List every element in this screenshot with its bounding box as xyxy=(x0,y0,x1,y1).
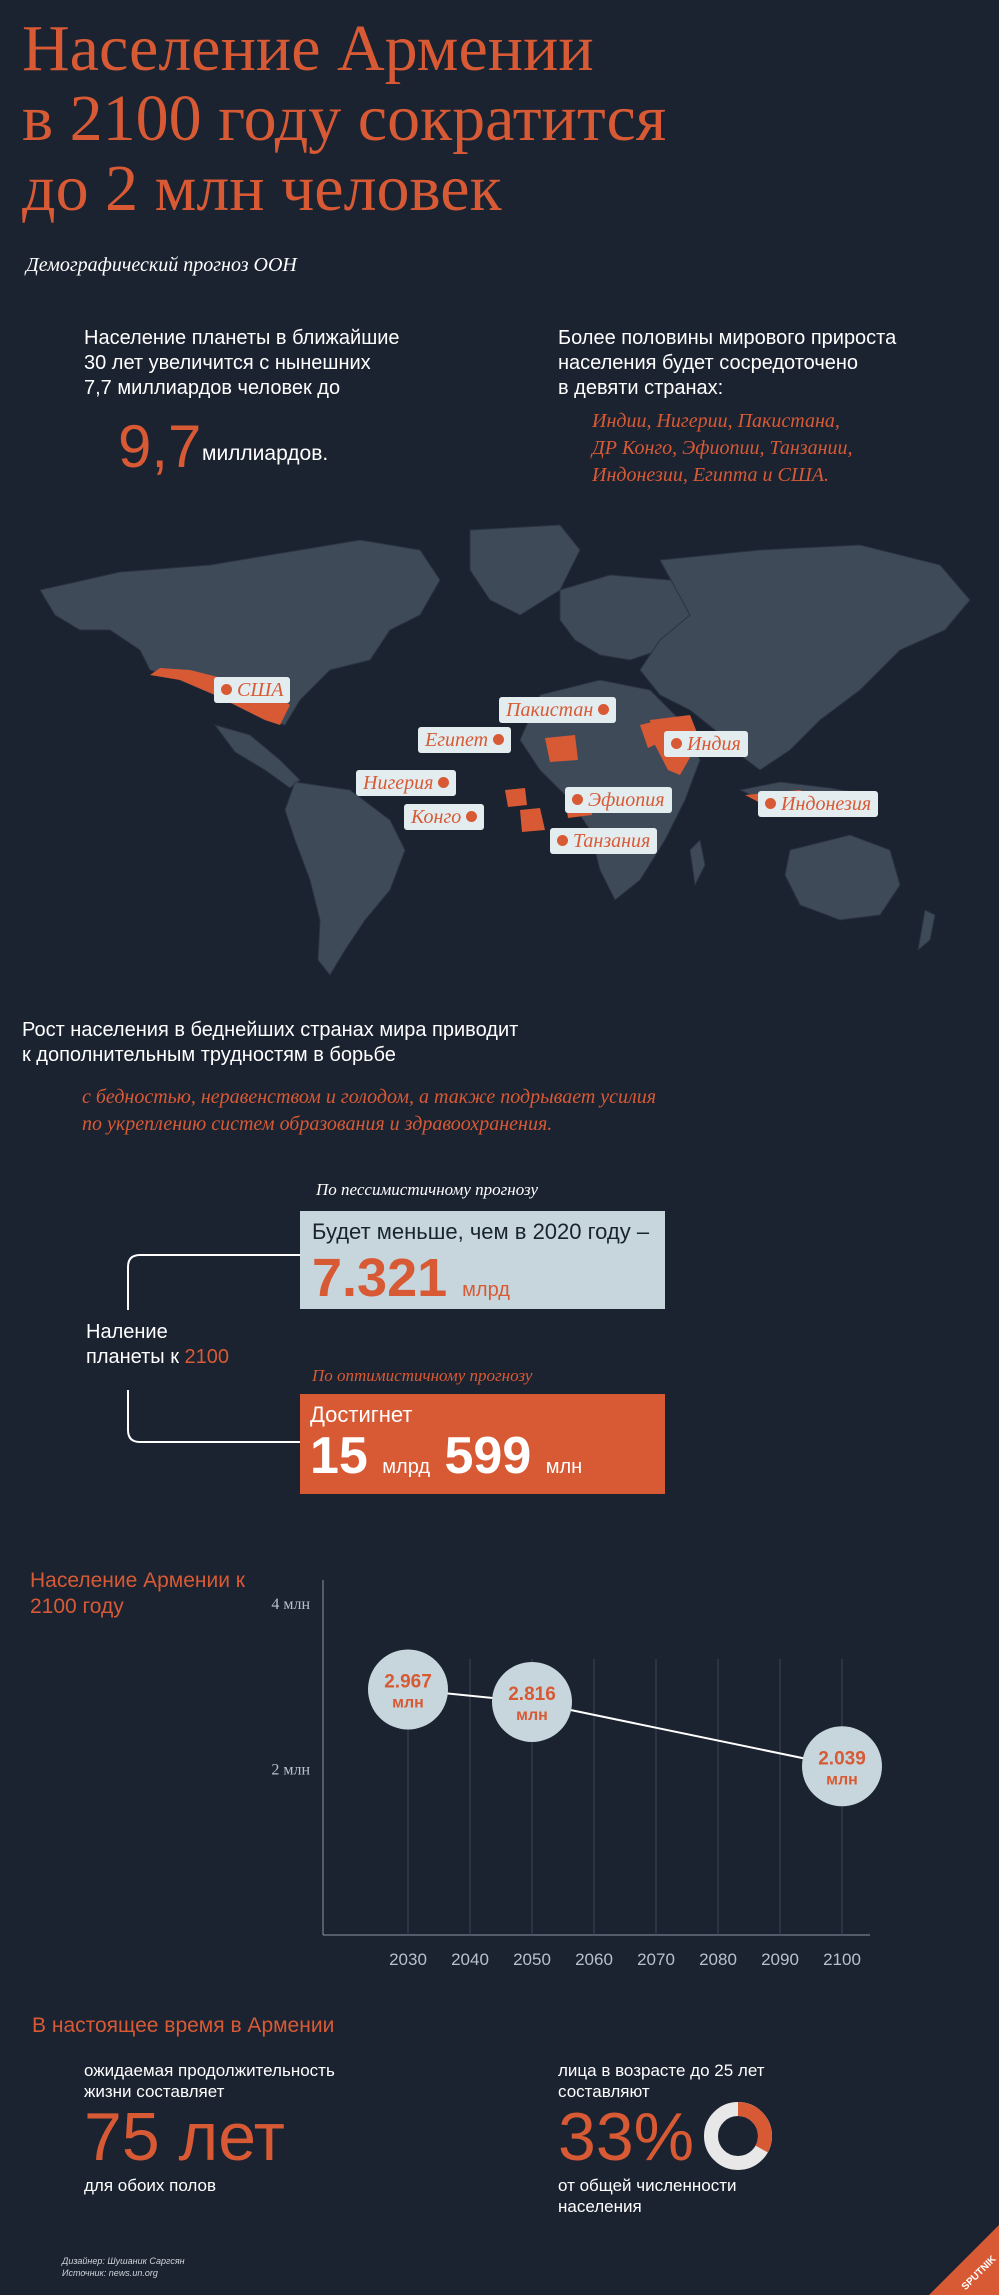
intro-left-line: 30 лет увеличится с нынешних xyxy=(84,352,371,374)
optimistic-unit-millions: млн xyxy=(545,1456,583,1478)
map-label-india-text: Индия xyxy=(687,733,741,755)
map-label-tanzania xyxy=(550,828,657,854)
youth-subcaption xyxy=(558,2175,737,2217)
life-caption xyxy=(84,2060,335,2102)
optimistic-text: Достигнет xyxy=(310,1402,413,1427)
map-dot-icon xyxy=(765,798,776,809)
pessimistic-unit: млрд xyxy=(462,1279,510,1301)
youth-subcaption-line: от общей численности xyxy=(558,2176,737,2195)
data-label: 2.967 xyxy=(384,1671,432,1693)
page-title xyxy=(22,14,982,224)
intro-right-line: Более половины мирового прироста xyxy=(558,327,897,349)
x-tick-label: 2070 xyxy=(637,1950,675,1969)
growth-italic-line: по укреплению систем образования и здравоохранения. xyxy=(82,1113,553,1135)
map-madagascar xyxy=(690,840,705,885)
sputnik-logo-text: SPUTNIK xyxy=(959,2253,999,2293)
map-label-ethiopia xyxy=(565,787,672,813)
optimistic-unit-billions: млрд xyxy=(382,1456,431,1478)
intro-right-text xyxy=(558,326,896,401)
x-tick-label: 2090 xyxy=(761,1950,799,1969)
map-south-america xyxy=(285,782,405,975)
intro-left-line: Население планеты в ближайшие xyxy=(84,327,400,349)
pessimistic-value: 7.321 xyxy=(312,1248,448,1308)
map-label-egypt-text: Египет xyxy=(425,729,489,751)
x-tick-label: 2060 xyxy=(575,1950,613,1969)
map-label-india xyxy=(664,731,748,757)
title-line-2: в 2100 году сократится xyxy=(22,82,667,155)
intro-right-line: в девяти странах: xyxy=(558,377,724,399)
chart-title: Население Армении к 2100 году xyxy=(30,1569,245,1618)
optimistic-value-row xyxy=(310,1426,582,1486)
subtitle: Демографический прогноз ООН xyxy=(26,254,297,276)
x-tick-label: 2050 xyxy=(513,1950,551,1969)
map-dot-icon xyxy=(572,794,583,805)
donut-share-arc xyxy=(738,2109,765,2149)
life-expectancy-value: 75 лет xyxy=(84,2099,285,2175)
growth-line: к дополнительным трудностям в борьбе xyxy=(22,1044,396,1066)
optimistic-box xyxy=(300,1394,665,1494)
world-population-value: 9,7 xyxy=(118,413,202,480)
title-line-1: Население Армении xyxy=(22,12,594,85)
map-label-usa xyxy=(214,677,290,703)
credits-designer: Дизайнер: Шушаник Саргсян xyxy=(62,2256,185,2266)
map-australia xyxy=(785,835,900,920)
map-new-zealand xyxy=(918,910,935,950)
x-tick-label: 2100 xyxy=(823,1950,861,1969)
growth-italic-text xyxy=(82,1084,656,1138)
forecast-label xyxy=(86,1320,229,1370)
forecast-label-line: Наление xyxy=(86,1321,168,1343)
armenia-population-chart xyxy=(0,1560,999,1980)
intro-left-text xyxy=(84,326,400,401)
pessimistic-caption: По пессимистичному прогнозу xyxy=(316,1180,539,1199)
map-dot-icon xyxy=(557,835,568,846)
credits xyxy=(62,2255,185,2279)
map-label-indonesia xyxy=(758,791,878,817)
forecast-label-year: 2100 xyxy=(184,1346,230,1368)
forecast-label-line: планеты к xyxy=(86,1346,179,1368)
x-tick-label: 2030 xyxy=(389,1950,427,1969)
map-label-egypt xyxy=(418,727,511,753)
pessimistic-value-row xyxy=(312,1247,510,1309)
pessimistic-box xyxy=(300,1211,665,1309)
map-highlight-egypt xyxy=(545,735,578,762)
data-label: 2.039 xyxy=(818,1748,866,1770)
map-label-nigeria-text: Нигерия xyxy=(363,772,434,794)
world-population-unit: миллиардов. xyxy=(202,442,329,465)
map-label-congo xyxy=(404,804,484,830)
life-subcaption: для обоих полов xyxy=(84,2176,217,2195)
map-dot-icon xyxy=(466,811,477,822)
map-label-ethiopia-text: Эфиопия xyxy=(588,789,665,811)
intro-left-line: 7,7 миллиардов человек до xyxy=(84,377,341,399)
optimistic-value-millions: 599 xyxy=(444,1427,532,1485)
map-label-tanzania-text: Танзания xyxy=(573,830,651,852)
life-caption-line: жизни составляет xyxy=(84,2082,225,2101)
map-label-pakistan xyxy=(499,697,616,723)
growth-italic-line: с бедностью, неравенством и голодом, а также подрывает усилия xyxy=(82,1086,657,1108)
x-tick-label: 2080 xyxy=(699,1950,737,1969)
data-label-unit: млн xyxy=(826,1771,858,1789)
y-tick-label: 4 млн xyxy=(271,1596,310,1613)
map-highlight-nigeria xyxy=(505,788,527,807)
countries-list xyxy=(592,408,853,489)
map-dot-icon xyxy=(598,704,609,715)
youth-caption xyxy=(558,2060,765,2102)
map-dot-icon xyxy=(671,738,682,749)
countries-list-line: ДР Конго, Эфиопии, Танзании, xyxy=(592,437,853,459)
map-label-nigeria xyxy=(356,770,456,796)
growth-text xyxy=(22,1018,518,1068)
x-tick-label: 2040 xyxy=(451,1950,489,1969)
growth-line: Рост населения в беднейших странах мира приводит xyxy=(22,1019,519,1041)
title-line-3: до 2 млн человек xyxy=(22,152,502,225)
youth-caption-line: лица в возрасте до 25 лет xyxy=(558,2061,765,2080)
y-tick-label: 2 млн xyxy=(271,1761,310,1779)
map-dot-icon xyxy=(493,734,504,745)
series-line xyxy=(408,1689,842,1766)
data-label: 2.816 xyxy=(508,1683,556,1705)
map-label-pakistan-text: Пакистан xyxy=(506,699,594,721)
countries-list-line: Индии, Нигерии, Пакистана, xyxy=(592,410,840,432)
countries-list-line: Индонезии, Египта и США. xyxy=(592,464,829,486)
credits-source: Источник: news.un.org xyxy=(62,2268,158,2278)
youth-caption-line: составляют xyxy=(558,2082,650,2101)
data-label-unit: млн xyxy=(516,1706,548,1724)
map-label-indonesia-text: Индонезия xyxy=(781,793,872,815)
optimistic-caption: По оптимистичному прогнозу xyxy=(312,1366,533,1385)
pessimistic-text: Будет меньше, чем в 2020 году – xyxy=(312,1219,650,1244)
map-label-congo-text: Конго xyxy=(411,806,462,828)
map-central-america xyxy=(215,725,300,788)
map-label-usa-text: США xyxy=(237,679,284,701)
youth-subcaption-line: населения xyxy=(558,2197,642,2216)
map-highlight-congo xyxy=(520,808,545,832)
optimistic-value-billions: 15 xyxy=(310,1427,368,1485)
youth-share-donut xyxy=(702,2100,774,2172)
data-label-unit: млн xyxy=(392,1694,424,1712)
map-dot-icon xyxy=(438,777,449,788)
now-title: В настоящее время в Армении xyxy=(32,2014,335,2037)
intro-right-line: населения будет сосредоточено xyxy=(558,352,859,374)
map-dot-icon xyxy=(221,684,232,695)
life-caption-line: ожидаемая продолжительность xyxy=(84,2061,335,2080)
youth-share-value: 33% xyxy=(558,2099,695,2175)
sputnik-logo xyxy=(929,2225,999,2295)
